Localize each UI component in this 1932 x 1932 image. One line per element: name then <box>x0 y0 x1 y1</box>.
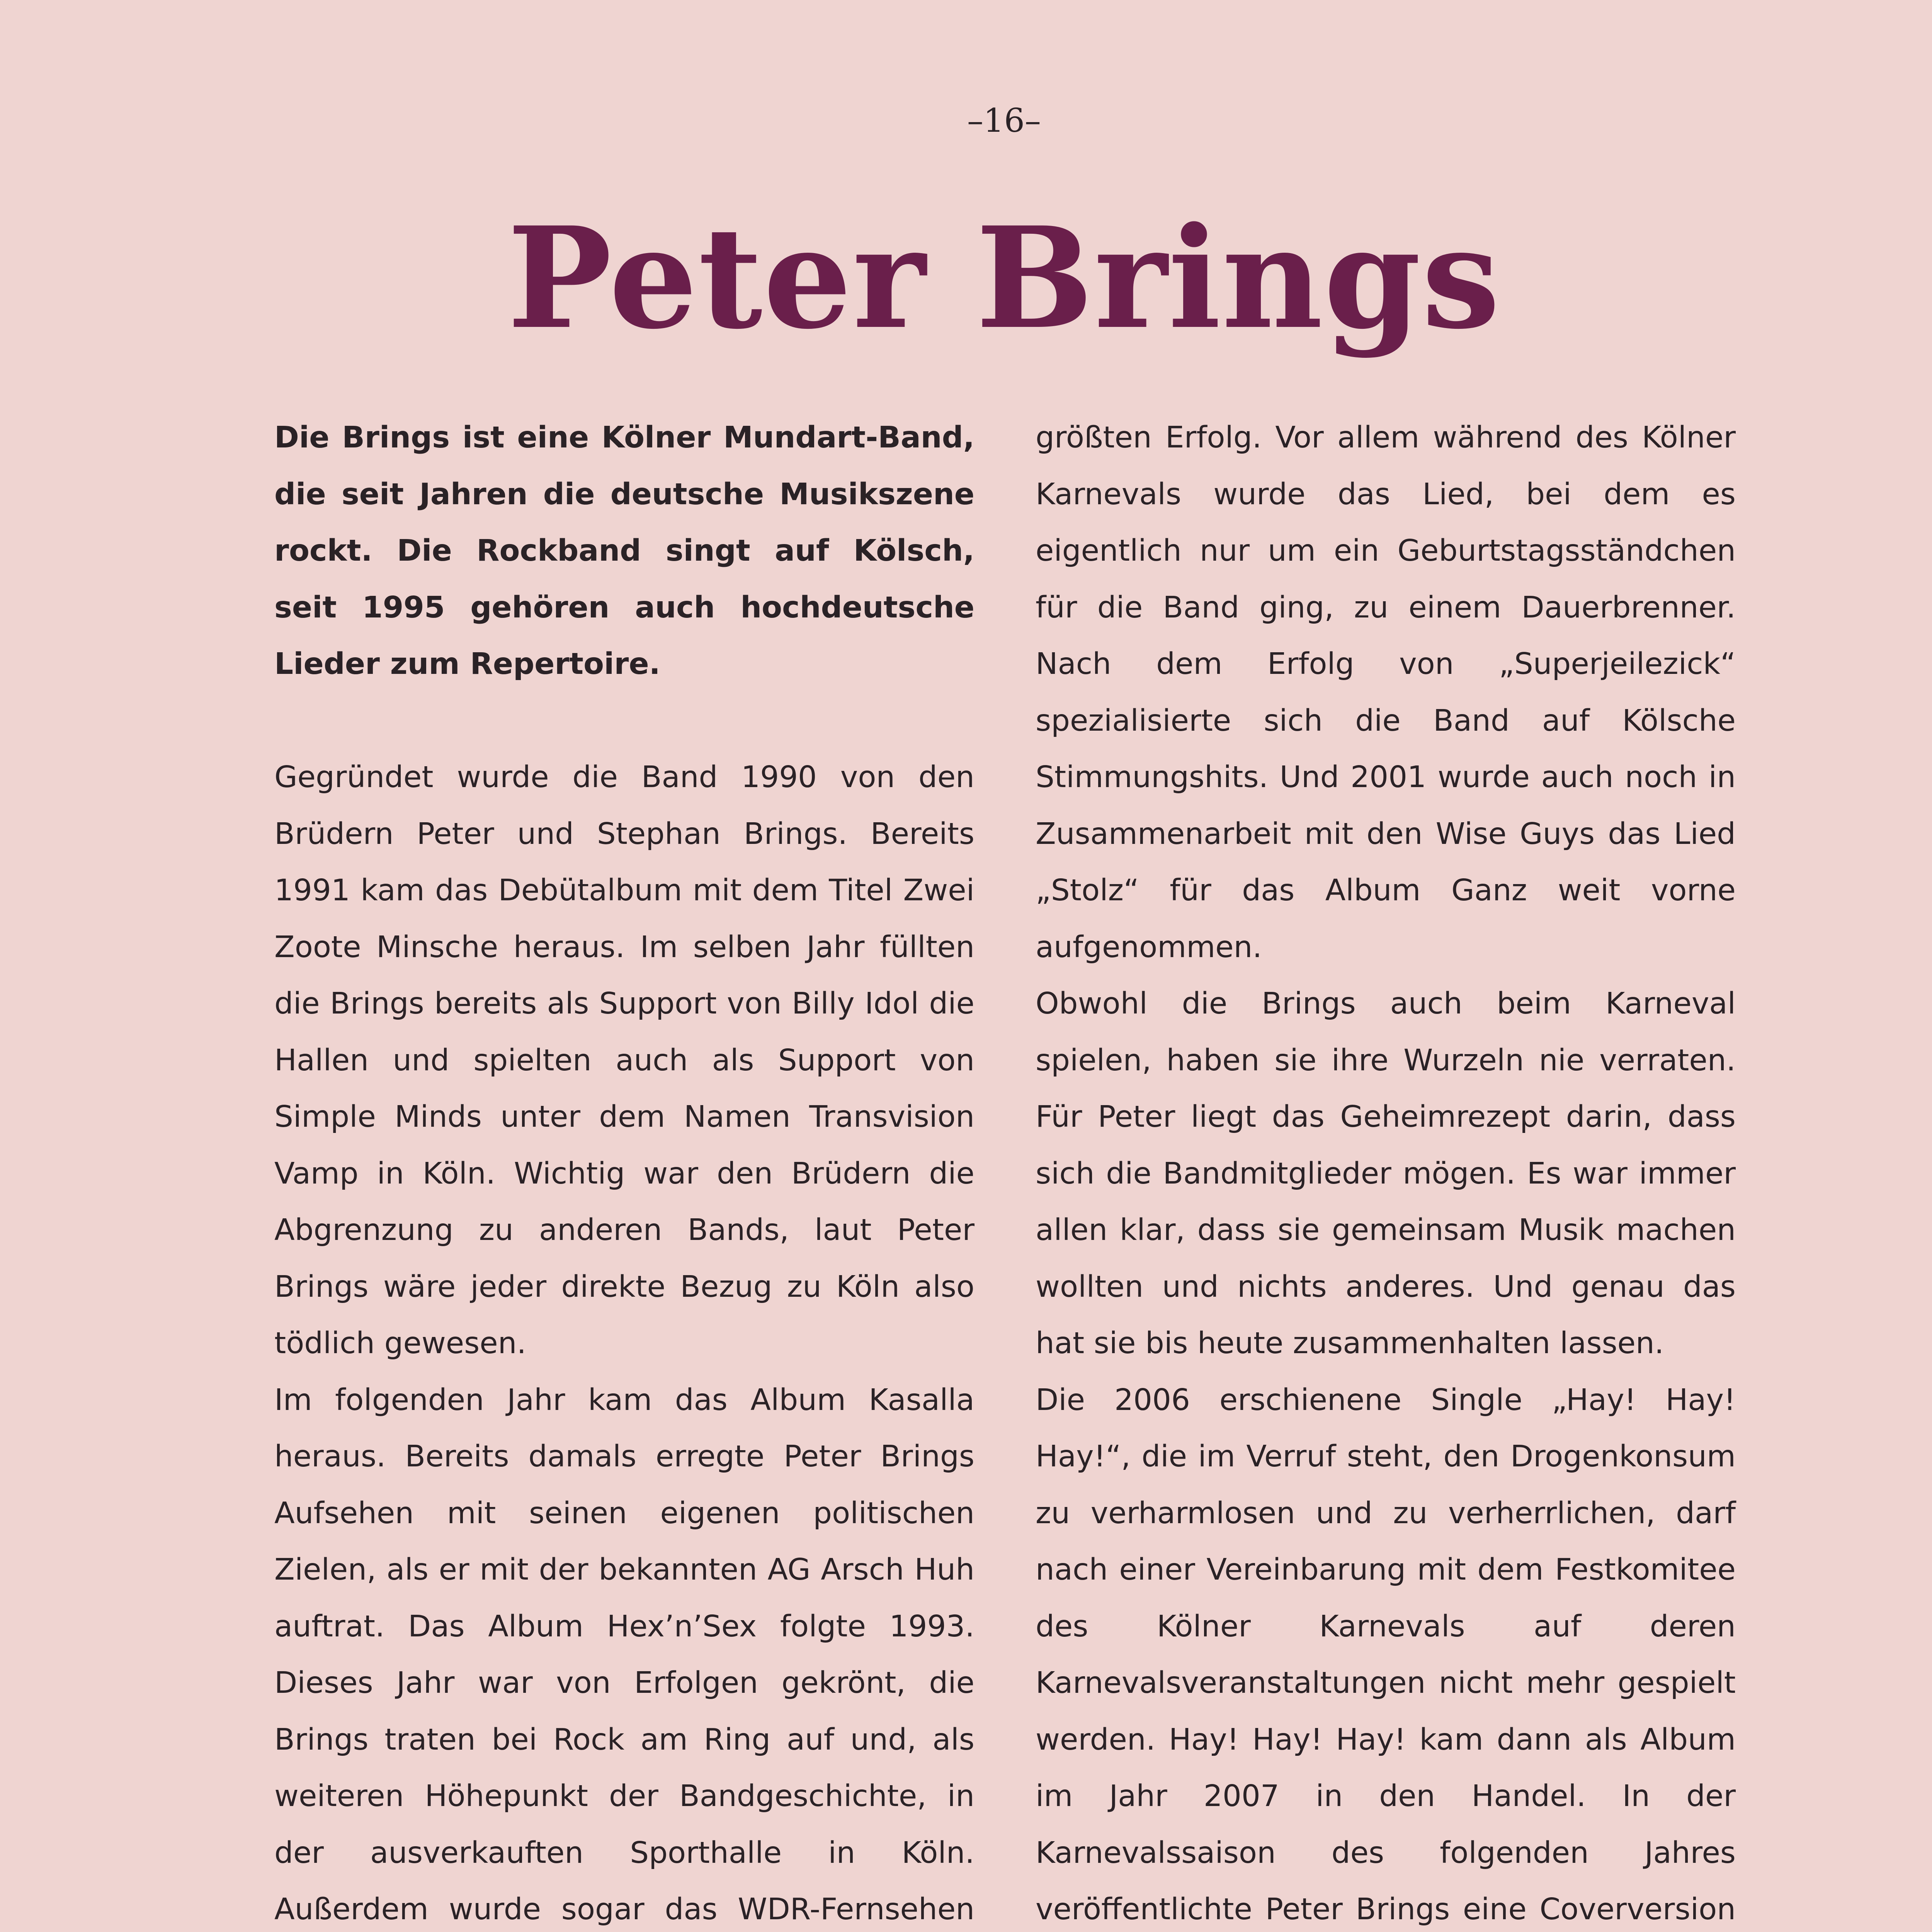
body-paragraph: Obwohl die Brings auch beim Karneval spielen, haben sie ihre Wurzeln nie verraten. Für Peter liegt das Geheimrezept darin, dass sich die Bandmitglieder mögen. Es war immer allen klar, dass sie gemeinsam Musik machen wollten und nichts anderes. Und genau das hat sie bis heute zusammenhalten lassen. <box>1036 986 1736 1361</box>
left-column <box>274 410 975 1932</box>
body-paragraph: größten Erfolg. Vor allem während des Kölner Karnevals wurde das Lied, bei dem es eigentlich nur um ein Geburtstagsständchen für die Band ging, zu einem Dauerbrenner. Nach dem Erfolg von „Superjeilezick“ spezialisierte sich die Band auf Kölsche Stimmungshits. Und 2001 wurde auch noch in Zusammenarbeit mit den Wise Guys das Lied „Stolz“ für das Album Ganz weit vorne aufgenommen. <box>1036 420 1736 964</box>
body-paragraph: Die 2006 erschienene Single „Hay! Hay! Hay!“, die im Verruf steht, den Drogenkonsum zu verharmlosen und zu verherrlichen, darf nach einer Vereinbarung mit dem Festkomitee des Kölner Karnevals auf deren Karnevalsveranstaltungen nicht mehr gespielt werden. Hay! Hay! Hay! kam dann als Album im Jahr 2007 in den Handel. In der Karnevalssaison des folgenden Jahres veröffentlichte Peter Brings eine Coverversion <box>1036 1383 1736 1927</box>
body-paragraph: Im folgenden Jahr kam das Album Kasalla heraus. Bereits damals erregte Peter Brings Aufsehen mit seinen eigenen politischen Zielen, als er mit der bekannten AG Arsch Huh auftrat. Das Album Hex’n’Sex folgte 1993. Dieses Jahr war von Erfolgen gekrönt, die Brings traten bei Rock am Ring auf und, als weiteren Höhepunkt der Bandgeschichte, in der ausverkauften Sporthalle in Köln. Außerdem wurde sogar das WDR-Fernsehen <box>274 1383 975 1927</box>
page-number: –16– <box>967 102 1041 139</box>
page-title: Peter Brings <box>507 196 1501 360</box>
body-paragraph: Gegründet wurde die Band 1990 von den Brüdern Peter und Stephan Brings. Bereits 1991 kam das Debütalbum mit dem Titel Zwei Zoote Minsche heraus. Im selben Jahr füllten die Brings bereits als Support von Billy Idol die Hallen und spielten auch als Support von Simple Minds unter dem Namen Transvision Vamp in Köln. Wichtig war den Brüdern die Abgrenzung zu anderen Bands, laut Peter Brings wäre jeder direkte Bezug zu Köln also tödlich gewesen. <box>274 760 975 1361</box>
lead-paragraph: Die Brings ist eine Kölner Mundart-Band, die seit Jahren die deutsche Musikszene rockt. Die Rockband singt auf Kölsch, seit 1995 gehören auch hochdeutsche Lieder zum Repertoire. <box>274 420 975 681</box>
right-column <box>1036 410 1736 1932</box>
